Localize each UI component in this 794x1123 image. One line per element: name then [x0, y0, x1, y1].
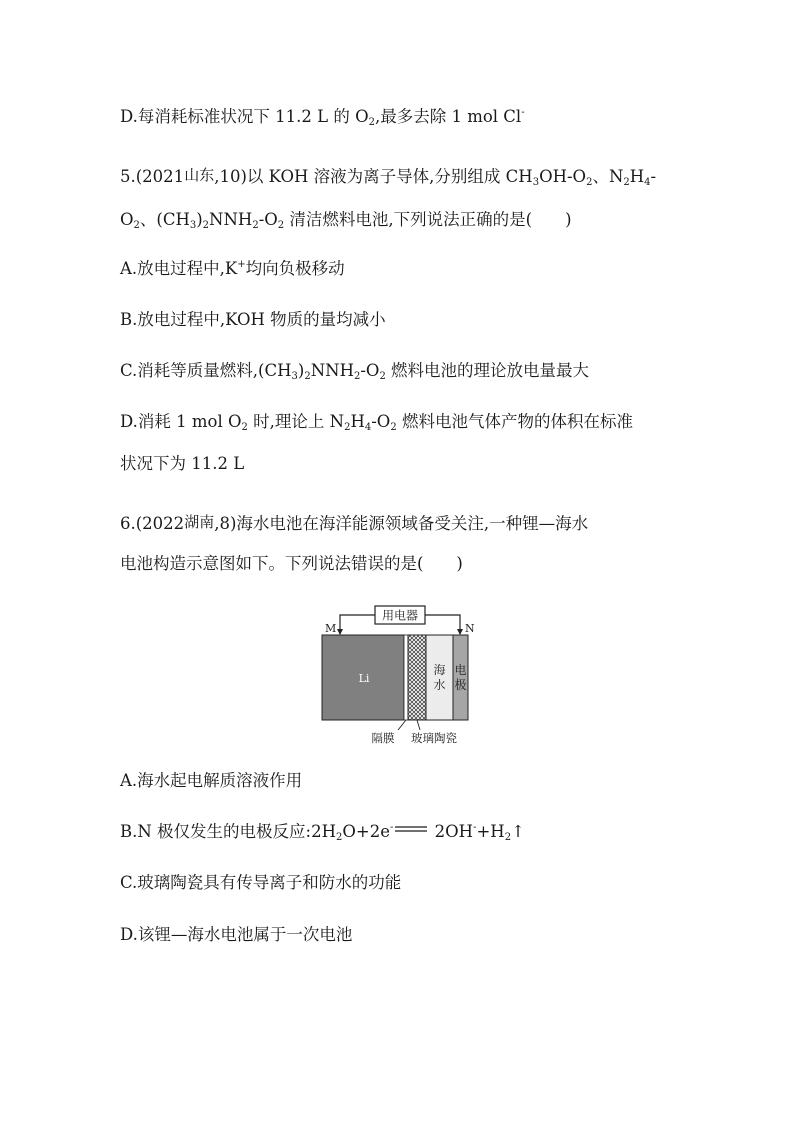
text: ,8)海水电池在海洋能源领域备受关注,一种锂—海水	[214, 514, 589, 533]
subscript: 2	[390, 422, 397, 433]
option-text: 状况下为 11.2 L	[120, 454, 245, 473]
q6-stem-line-2	[120, 553, 463, 575]
option-text: 每消耗标准状况下 11.2 L 的 O	[137, 107, 369, 126]
seawater-label-1: 海	[433, 663, 446, 677]
electrode-label-2: 极	[454, 678, 467, 692]
separator	[404, 635, 408, 720]
option-text: NNH	[310, 361, 354, 380]
option-text: )	[297, 361, 305, 380]
subscript: 3	[532, 177, 540, 188]
ceramic-label: 玻璃陶瓷	[411, 731, 457, 745]
terminal-n-label: N	[465, 622, 475, 635]
option-prefix: D.	[120, 107, 138, 126]
text: 、N	[592, 167, 624, 186]
load-label: 用电器	[381, 608, 419, 623]
q5-option-b	[120, 309, 386, 331]
option-prefix: C.	[120, 873, 138, 892]
option-text: 燃料电池气体产物的体积在标准	[396, 412, 633, 431]
option-text: 海水起电解质溶液作用	[137, 771, 303, 790]
option-prefix: A.	[120, 771, 138, 790]
superscript: -	[390, 822, 394, 833]
text: NNH	[209, 210, 253, 229]
q5-option-a	[120, 258, 345, 280]
option-text: O+2e	[342, 822, 391, 841]
separator-leader	[398, 720, 406, 730]
option-text: 该锂—海水电池属于一次电池	[137, 925, 353, 944]
text: 清洁燃料电池,下列说法正确的是( )	[284, 210, 572, 229]
option-text: 玻璃陶瓷具有传导离子和防水的功能	[137, 873, 402, 892]
glass-ceramic	[408, 635, 426, 720]
subscript: 2	[586, 177, 593, 188]
question-number: 6.	[120, 514, 136, 533]
subscript: 2	[353, 371, 361, 382]
subscript: 2	[252, 220, 259, 231]
subscript: 3	[189, 220, 197, 231]
q5-stem-line-1	[120, 164, 656, 188]
option-text: -O	[371, 412, 391, 431]
subscript: 2	[133, 220, 140, 231]
q5-option-d-continued	[120, 453, 244, 475]
option-text: ,最多去除 1 mol Cl	[374, 107, 522, 126]
q6-option-d	[120, 924, 352, 946]
subscript: 2	[368, 117, 375, 128]
subscript: 2	[241, 422, 248, 433]
separator-label: 隔膜	[371, 731, 395, 745]
equals-sign	[394, 823, 428, 835]
text: H	[629, 167, 645, 186]
superscript: -	[473, 822, 477, 833]
option-text: N 极仅发生的电极反应:2H	[137, 822, 337, 841]
question-number: 5.	[120, 167, 136, 186]
option-prefix: C.	[120, 361, 138, 380]
battery-diagram	[320, 602, 480, 748]
option-text: 均向负极移动	[245, 259, 345, 278]
q4-option-d	[120, 106, 525, 128]
subscript: 2	[379, 371, 386, 382]
option-text: 放电过程中,K	[137, 259, 238, 278]
q6-option-a	[120, 770, 302, 792]
superscript: +	[237, 259, 246, 270]
lithium-label: Li	[358, 672, 370, 685]
text: ,10)以 KOH 溶液为离子导体,分别组成 CH	[214, 167, 533, 186]
text: 、(CH	[139, 210, 190, 229]
text: (2021	[135, 167, 185, 186]
option-prefix: A.	[120, 259, 138, 278]
q5-stem-line-2	[120, 209, 572, 231]
q6-option-c	[120, 872, 401, 894]
option-text: 2OH	[429, 822, 474, 841]
option-prefix: B.	[120, 822, 138, 841]
option-prefix: D.	[120, 412, 138, 431]
subscript: 2	[202, 220, 210, 231]
q6-stem-line-1	[120, 511, 588, 535]
subscript: 2	[336, 832, 343, 843]
text: )	[196, 210, 203, 229]
q5-option-c	[120, 360, 589, 382]
option-prefix: D.	[120, 925, 138, 944]
subscript: 2	[344, 422, 351, 433]
source-region: 湖南	[184, 513, 215, 531]
subscript: 2	[623, 177, 630, 188]
source-region: 山东	[184, 166, 215, 184]
superscript: -	[521, 107, 525, 118]
option-text: 消耗等质量燃料,(CH	[137, 361, 292, 380]
text: OH-O	[539, 167, 587, 186]
option-text: -O	[360, 361, 380, 380]
option-text: 消耗 1 mol O	[137, 412, 242, 431]
text: 电池构造示意图如下。下列说法错误的是( )	[120, 554, 463, 573]
electrode-label-1: 电	[454, 663, 467, 677]
q5-option-d	[120, 411, 633, 433]
subscript: 3	[291, 371, 298, 382]
option-text: 燃料电池的理论放电量最大	[385, 361, 590, 380]
text: O	[120, 210, 134, 229]
q6-option-b	[120, 821, 525, 843]
ceramic-leader	[417, 720, 420, 730]
terminal-m-label: M	[325, 622, 337, 635]
option-prefix: B.	[120, 310, 138, 329]
option-text: 放电过程中,KOH 物质的量均减小	[137, 310, 386, 329]
option-text: 时,理论上 N	[247, 412, 345, 431]
subscript: 2	[277, 220, 285, 231]
option-text: H	[350, 412, 365, 431]
subscript: 2	[304, 371, 311, 382]
text: -O	[258, 210, 278, 229]
text: (2022	[135, 514, 185, 533]
seawater-label-2: 水	[433, 678, 446, 692]
subscript: 4	[644, 177, 651, 188]
gas-arrow-icon: ↑	[511, 822, 525, 841]
subscript: 2	[504, 832, 512, 843]
text: -	[650, 167, 657, 186]
option-text: +H	[476, 822, 505, 841]
subscript: 4	[364, 422, 372, 433]
